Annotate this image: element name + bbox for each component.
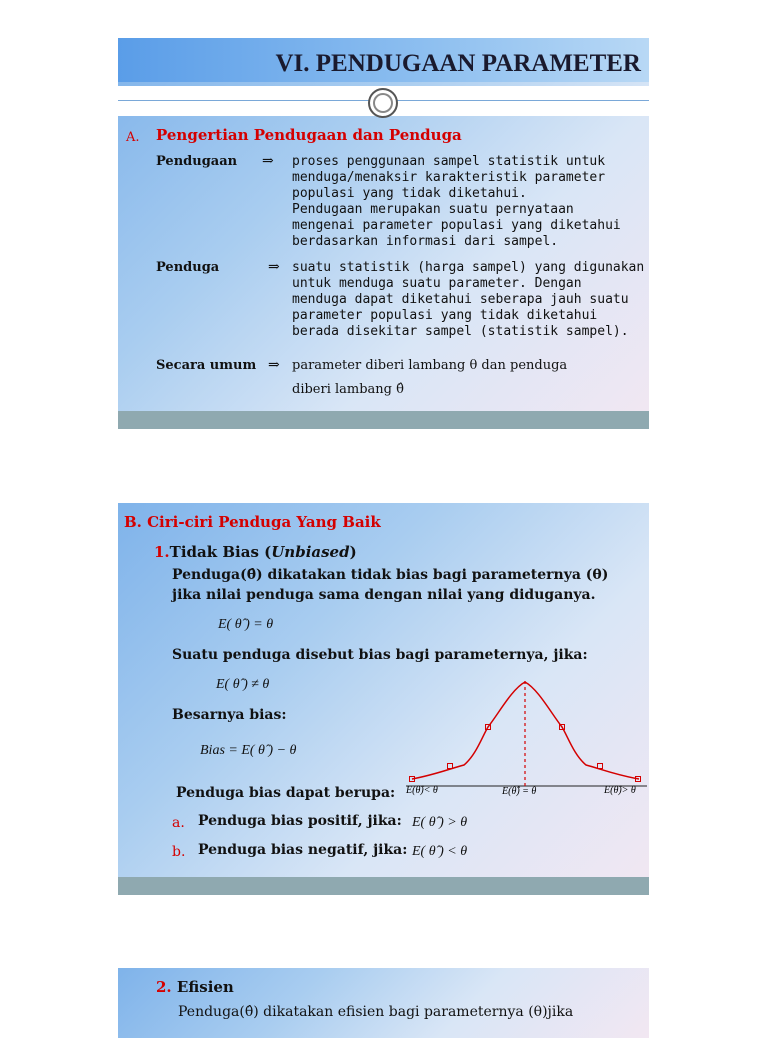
definition-line: proses penggunaan sampel statistik untuk [292, 154, 606, 169]
text-line: Besarnya bias: [172, 707, 287, 723]
equation: E( θ̂ ) < θ [412, 844, 468, 859]
equation: E( θ̂ ) > θ [412, 815, 468, 830]
section-letter: A. [126, 130, 140, 145]
definition-line: mengenai parameter populasi yang diketahui [292, 218, 621, 233]
list-item: Penduga bias positif, jika: [198, 813, 402, 829]
definition-line: berada disekitar sampel (statistik sampel). [292, 324, 629, 339]
item-title: Tidak Bias ( [169, 543, 272, 561]
item-title: Efisien [176, 978, 234, 996]
slide-1 [118, 38, 649, 429]
slide-footer [118, 411, 649, 429]
equation: Bias = E( θ̂ ) − θ [200, 743, 297, 758]
term-secara-umum: Secara umum [156, 358, 257, 373]
text-line: Penduga(θ̂) dikatakan efisien bagi parameternya (θ)jika [178, 1004, 574, 1020]
list-letter: a. [172, 815, 185, 831]
curve-label-right: E(θ̂)> θ [604, 785, 636, 796]
term-penduga: Penduga [156, 260, 220, 275]
item-number: 1. [154, 543, 170, 561]
curve-label-left: E(θ̂)< θ [406, 785, 438, 796]
item-title-italic: Unbiased [271, 543, 350, 561]
definition-line: Pendugaan merupakan suatu pernyataan [292, 202, 574, 217]
slide-footer [118, 877, 649, 895]
curve-label-center: E(θ̂) = θ [502, 786, 537, 797]
text-line: Suatu penduga disebut bias bagi parameternya, jika: [172, 647, 588, 663]
definition-penduga [292, 260, 644, 340]
text-line: Penduga(θ̂) dikatakan tidak bias bagi parameternya (θ) [172, 567, 609, 583]
arrow-icon: ⇒ [268, 259, 280, 275]
item-number: 2. [156, 978, 172, 996]
bell-curve-diagram [404, 675, 649, 803]
definition-line: menduga dapat diketahui seberapa jauh suatu [292, 292, 629, 307]
equation: E( θ̂ ) ≠ θ [216, 677, 270, 692]
section-title: B. Ciri-ciri Penduga Yang Baik [124, 513, 381, 531]
arrow-icon: ⇒ [268, 357, 280, 373]
item-heading [156, 978, 234, 996]
section-title: Pengertian Pendugaan dan Penduga [156, 126, 462, 144]
definition-secara-umum-line2: diberi lambang θ̂ [292, 382, 404, 397]
item-title-end: ) [349, 543, 357, 561]
list-item: Penduga bias negatif, jika: [198, 842, 408, 858]
equation: E( θ̂ ) = θ [218, 617, 274, 632]
slide-2 [118, 503, 649, 895]
ring-ornament-icon [368, 88, 398, 118]
slide-title: VI. PENDUGAAN PARAMETER [275, 50, 641, 77]
arrow-icon: ⇒ [262, 153, 274, 169]
definition-pendugaan [292, 154, 621, 250]
definition-line: suatu statistik (harga sampel) yang digunakan [292, 260, 645, 275]
item-heading [154, 543, 357, 561]
curve-point [448, 764, 453, 769]
definition-line: menduga/menaksir karakteristik parameter [292, 170, 606, 185]
list-letter: b. [172, 844, 186, 860]
text-line: jika nilai penduga sama dengan nilai yang diduganya. [172, 587, 596, 603]
definition-line: untuk menduga suatu parameter. Dengan [292, 276, 582, 291]
definition-line: parameter populasi yang tidak diketahui [292, 308, 598, 323]
curve-point [598, 764, 603, 769]
definition-line: berdasarkan informasi dari sampel. [292, 234, 559, 249]
definition-line: populasi yang tidak diketahui. [292, 186, 527, 201]
slide-3 [118, 968, 649, 1038]
definition-secara-umum-line1: parameter diberi lambang θ dan penduga [292, 358, 568, 373]
text-line: Penduga bias dapat berupa: [176, 785, 396, 801]
term-pendugaan: Pendugaan [156, 154, 238, 169]
